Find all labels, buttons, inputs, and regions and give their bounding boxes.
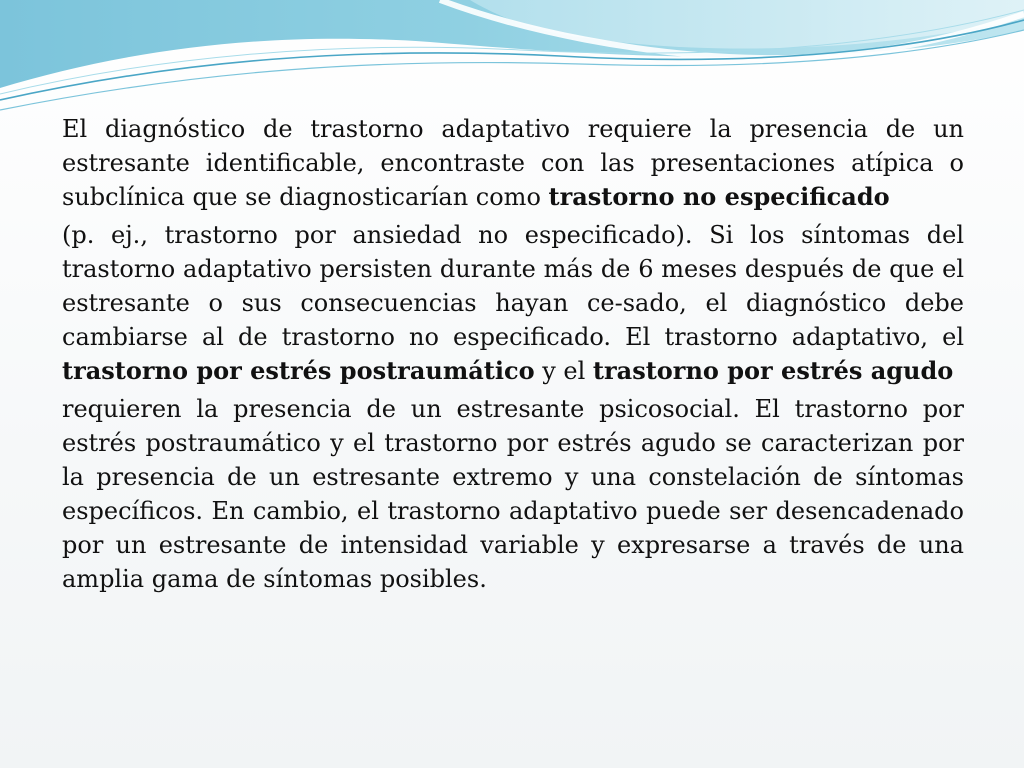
header-wave-decoration — [0, 0, 1024, 130]
text-run: y el — [534, 357, 593, 385]
bold-term: trastorno por estrés postraumático — [62, 356, 535, 385]
bold-term: trastorno por estrés agudo — [592, 356, 954, 385]
paragraph — [62, 112, 964, 214]
text-run: El diagnóstico de trastorno adaptativo requiere la presencia de un estresante identificable, encontraste con las presentaciones atípica o subclínica que se diagnosticarían como — [62, 115, 964, 211]
paragraph — [62, 218, 964, 388]
bold-term: trastorno no especificado — [548, 182, 890, 211]
paragraph — [62, 392, 964, 596]
text-run: requieren la presencia de un estresante psicosocial. El trastorno por estrés postraumático y el trastorno por estrés agudo se caracterizan por la presencia de un estresante extremo y una constelación de síntomas específicos. En cambio, el trastorno adaptativo puede ser desencadenado por un estresante de intensidad variable y expresarse a través de una amplia gama de síntomas posibles. — [62, 395, 964, 593]
text-run: (p. ej., trastorno por ansiedad no especificado). Si los síntomas del trastorno adaptativo persisten durante más de 6 meses después de que el estresante o sus consecuencias hayan ce-sado, el diagnóstico debe cambiarse al de trastorno no especificado. El trastorno adaptativo, el — [62, 221, 964, 351]
slide-body — [62, 112, 964, 600]
